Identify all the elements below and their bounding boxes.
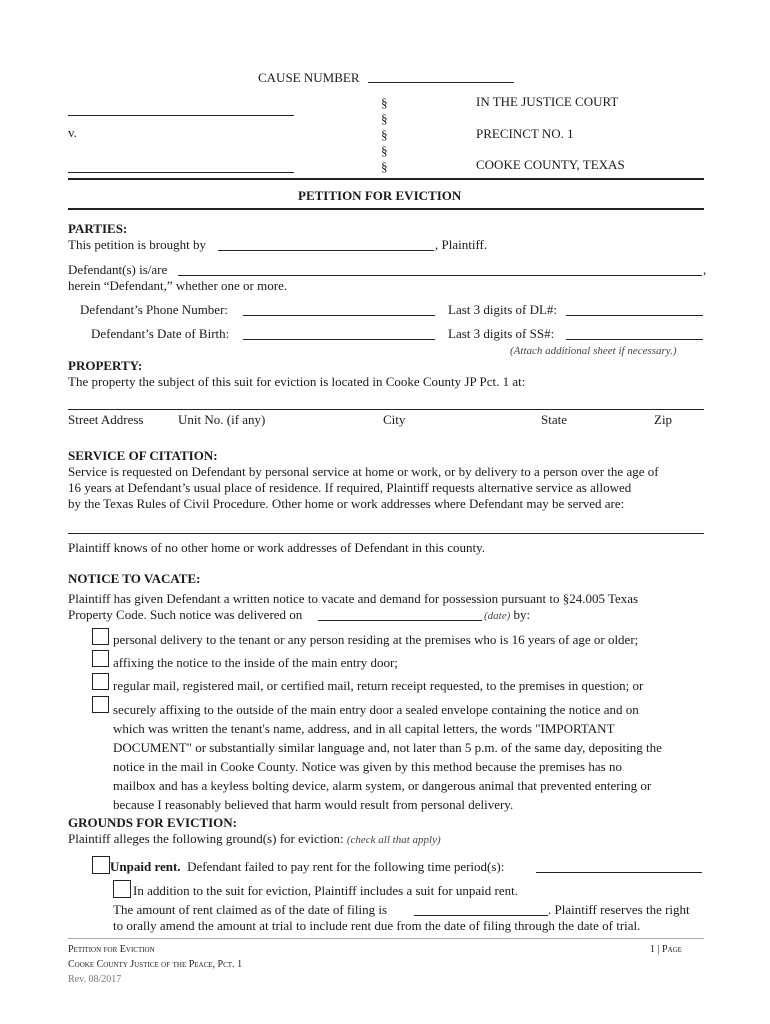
footer-divider <box>68 938 704 939</box>
option-affixing-inside: affixing the notice to the inside of the main entry door; <box>113 655 398 670</box>
zip-label: Zip <box>654 412 673 427</box>
page-number: 1 | Page <box>650 944 682 955</box>
page-title: PETITION FOR EVICTION <box>298 188 462 203</box>
plaintiff-field[interactable] <box>218 237 434 251</box>
notice-line-1: Plaintiff has given Defendant a written notice to vacate and demand for possession pursuant to §24.005 Texas <box>68 591 639 606</box>
option-affixing-outside: securely affixing to the outside of the main entry door a sealed envelope containing the notice and on which was written the tenant's name, address, and in all capital letters, the words "IMPORTANT DOCUMENT" or substantially similar language and, not later than 5 p.m. of the same day, depositing the notice in the mail in Cooke County. Notice was given by this method because the premises has no mailbox and has a keyless bolting device, alarm system, or dangerous animal that prevented entering or because I reasonably believed that harm would result from personal delivery. <box>113 702 662 812</box>
service-line-2: 16 years at Defendant’s usual place of residence. If required, Plaintiff requests alternative service as allowed <box>68 480 632 495</box>
property-text: The property the subject of this suit for eviction is located in Cooke County JP Pct. 1 at: <box>68 374 526 389</box>
notice-heading: NOTICE TO VACATE: <box>68 571 201 586</box>
herein-text: herein “Defendant,” whether one or more. <box>68 278 288 293</box>
state-label: State <box>541 412 567 427</box>
checkbox-personal-delivery[interactable] <box>92 628 109 645</box>
checkbox-affixing-outside[interactable] <box>92 696 109 713</box>
notice-line-2: Property Code. Such notice was delivered on <box>68 607 303 622</box>
grounds-allege: Plaintiff alleges the following ground(s) for eviction: (check all that apply) <box>68 831 441 846</box>
unpaid-rent-text: Unpaid rent. Defendant failed to pay rent for the following time period(s): <box>110 859 505 874</box>
service-heading: SERVICE OF CITATION: <box>68 448 218 463</box>
defendants-label: Defendant(s) is/are <box>68 262 168 277</box>
option-personal-delivery: personal delivery to the tenant or any person residing at the premises who is 16 years of age or older; <box>113 632 639 647</box>
service-line-3: by the Texas Rules of Civil Procedure. Other home or work addresses where Defendant may be served are: <box>68 496 625 511</box>
grounds-heading: GROUNDS FOR EVICTION: <box>68 815 238 830</box>
amount-field[interactable] <box>414 902 548 916</box>
checkbox-unpaid-rent[interactable] <box>92 856 110 874</box>
property-heading: PROPERTY: <box>68 358 143 373</box>
footer-form-name: Petition for Eviction <box>68 944 155 955</box>
dob-field[interactable] <box>243 326 435 340</box>
dob-label: Defendant’s Date of Birth: <box>91 326 230 341</box>
phone-label: Defendant’s Phone Number: <box>80 302 229 317</box>
section-symbols: § § § § § <box>381 95 388 174</box>
cause-number-label: CAUSE NUMBER <box>258 70 360 85</box>
defendants-comma: , <box>703 262 707 277</box>
amend-text: to orally amend the amount at trial to include rent due from the date of filing through the date of trial. <box>113 918 641 933</box>
checkbox-mail[interactable] <box>92 673 109 690</box>
attach-note: (Attach additional sheet if necessary.) <box>510 345 677 357</box>
court-name: IN THE JUSTICE COURT <box>476 94 619 109</box>
checkbox-unpaid-suit[interactable] <box>113 880 131 898</box>
notice-date-suffix: (date) by: <box>484 607 531 622</box>
header-divider-bottom <box>68 208 704 210</box>
city-label: City <box>383 412 406 427</box>
parties-heading: PARTIES: <box>68 221 128 236</box>
unpaid-period-field[interactable] <box>536 859 702 873</box>
amount-label: The amount of rent claimed as of the date of filing is <box>113 902 387 917</box>
plaintiff-name-line[interactable] <box>68 103 294 116</box>
other-addresses-field[interactable] <box>68 520 704 534</box>
addition-text: In addition to the suit for eviction, Plaintiff includes a suit for unpaid rent. <box>133 883 518 898</box>
footer-revision: Rev. 08/2017 <box>68 974 122 985</box>
brought-by-label: This petition is brought by <box>68 237 206 252</box>
service-line-1: Service is requested on Defendant by personal service at home or work, or by delivery to a person over the age of <box>68 464 659 479</box>
cause-number-field[interactable] <box>368 70 514 83</box>
county-name: COOKE COUNTY, TEXAS <box>476 157 625 172</box>
no-other-addresses: Plaintiff knows of no other home or work addresses of Defendant in this county. <box>68 540 486 555</box>
versus-label: v. <box>68 125 77 140</box>
checkbox-affixing-inside[interactable] <box>92 650 109 667</box>
precinct-number: PRECINCT NO. 1 <box>476 126 574 141</box>
plaintiff-suffix: , Plaintiff. <box>435 237 488 252</box>
phone-field[interactable] <box>243 302 435 316</box>
option-mail: regular mail, registered mail, or certified mail, return receipt requested, to the premises in question; or <box>113 678 644 693</box>
dl-field[interactable] <box>566 302 703 316</box>
ss-field[interactable] <box>566 326 703 340</box>
unit-label: Unit No. (if any) <box>178 412 266 427</box>
dl-label: Last 3 digits of DL#: <box>448 302 558 317</box>
defendant-name-line[interactable] <box>68 160 294 173</box>
street-label: Street Address <box>68 412 144 427</box>
defendants-field[interactable] <box>178 262 702 276</box>
header-divider-top <box>68 178 704 180</box>
amount-suffix: . Plaintiff reserves the right <box>548 902 690 917</box>
ss-label: Last 3 digits of SS#: <box>448 326 555 341</box>
property-address-field[interactable] <box>68 396 704 410</box>
notice-date-field[interactable] <box>318 607 482 621</box>
footer-court-name: Cooke County Justice of the Peace, Pct. 1 <box>68 959 243 970</box>
